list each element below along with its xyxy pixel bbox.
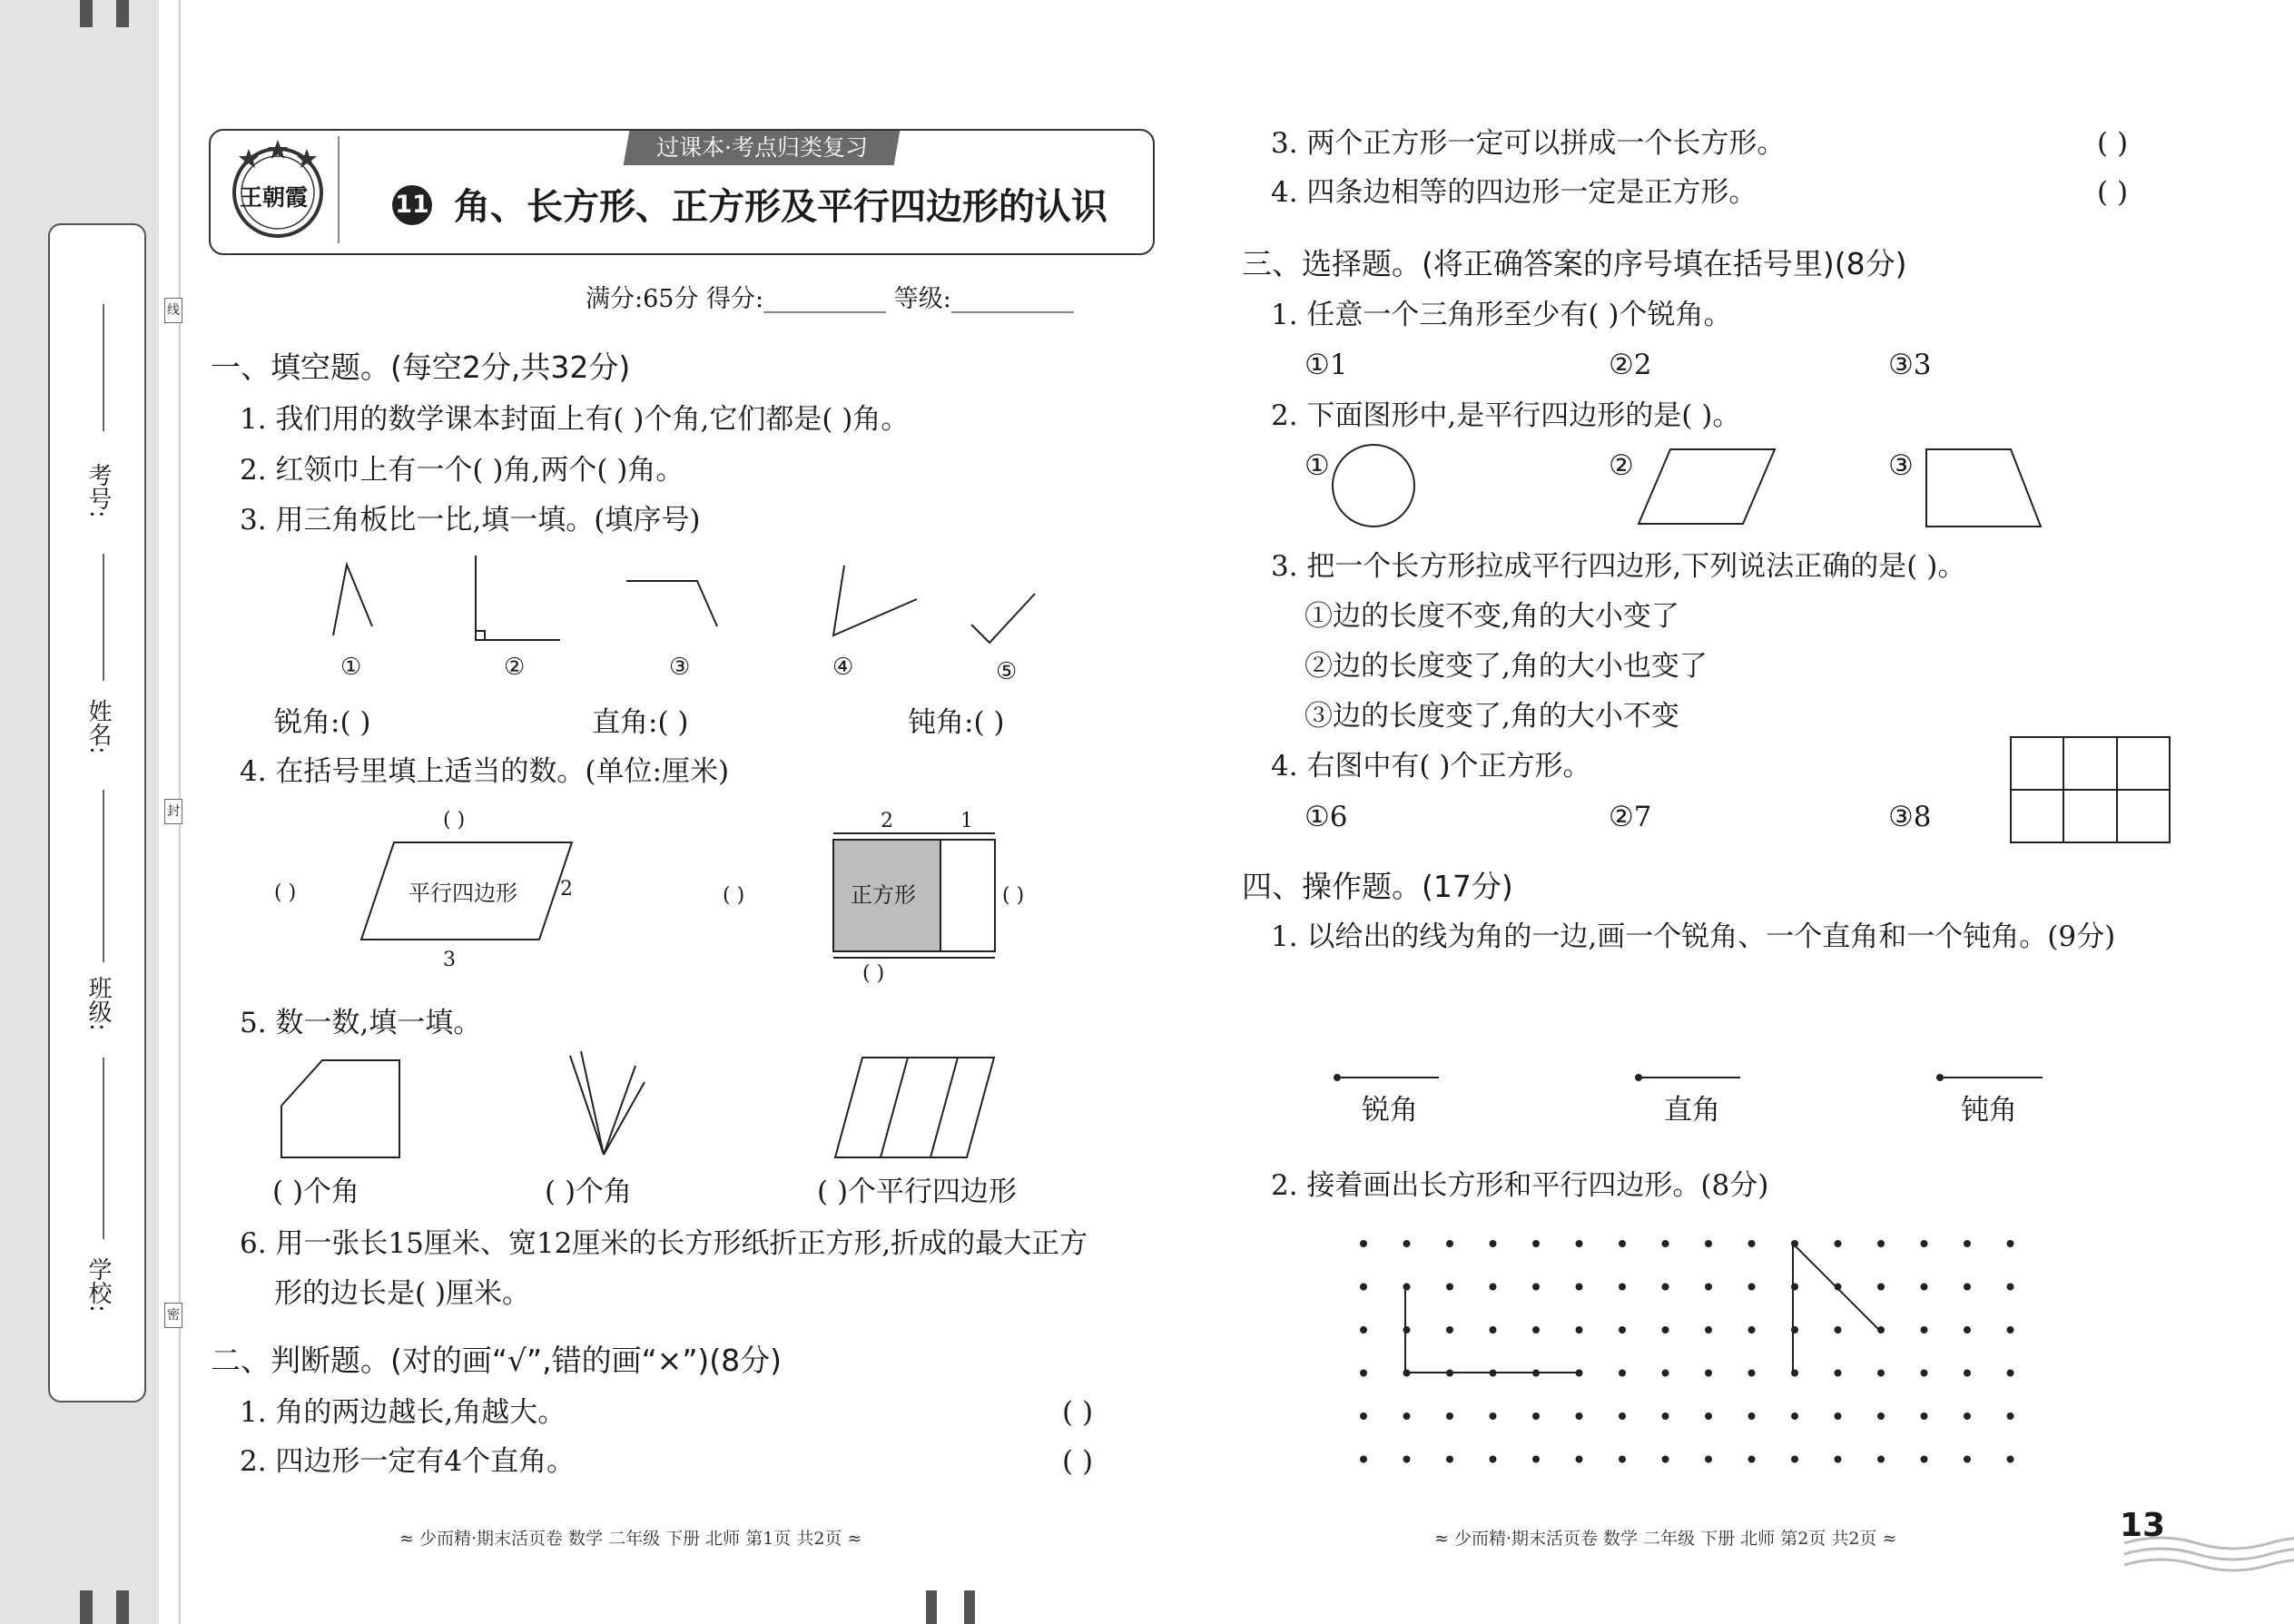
q4-parallelogram-label: 平行四边形 bbox=[409, 881, 517, 906]
choice-q3: 3. 把一个长方形拉成平行四边形,下列说法正确的是( )。 bbox=[1271, 550, 1966, 583]
operation-label-obtuse: 钝角 bbox=[1961, 1094, 2017, 1127]
fill-q4: 4. 在括号里填上适当的数。(单位:厘米) bbox=[240, 755, 730, 788]
choice-q4-opt1: ①6 bbox=[1305, 801, 1348, 833]
choice-q2-opt1: ① bbox=[1305, 449, 1330, 482]
q5-answer-2: ( )个角 bbox=[545, 1176, 633, 1208]
choice-q3-opt3: ③边的长度变了,角的大小不变 bbox=[1305, 700, 1679, 733]
judge-q3-paren: ( ) bbox=[2097, 127, 2129, 160]
score-line: 满分:65分 得分:__________ 等级:__________ bbox=[586, 285, 1074, 313]
fill-q6-line1: 6. 用一张长15厘米、宽12厘米的长方形纸折正方形,折成的最大正方 bbox=[240, 1227, 1088, 1260]
choice-q1-opt1: ①1 bbox=[1305, 349, 1348, 381]
angle-label-2: ② bbox=[504, 654, 526, 681]
obtuse-answer: 钝角:( ) bbox=[908, 706, 1005, 739]
seal-mark-line: 线 bbox=[164, 298, 182, 323]
operation-label-acute: 锐角 bbox=[1362, 1094, 1418, 1127]
choice-q4-opt3: ③8 bbox=[1888, 801, 1932, 833]
q4-bottom-value: 3 bbox=[443, 949, 456, 971]
angle-label-3: ③ bbox=[669, 654, 691, 681]
choice-q4: 4. 右图中有( )个正方形。 bbox=[1271, 750, 1591, 782]
q5-answer-3: ( )个平行四边形 bbox=[817, 1176, 1018, 1208]
judge-q3: 3. 两个正方形一定可以拼成一个长方形。 bbox=[1271, 127, 1786, 160]
q4-sq-left-paren: ( ) bbox=[723, 884, 745, 907]
angle-label-4: ④ bbox=[832, 654, 854, 681]
unit-number-badge: 11 bbox=[392, 185, 432, 225]
name-label: 姓名: bbox=[84, 699, 112, 754]
banner-text: 过课本·考点归类复习 bbox=[655, 134, 868, 161]
fill-q1: 1. 我们用的数学课本封面上有( )个角,它们都是( )角。 bbox=[240, 403, 910, 436]
fill-q3: 3. 用三角板比一比,填一填。(填序号) bbox=[240, 504, 701, 536]
right-answer: 直角:( ) bbox=[592, 706, 689, 739]
fill-q5: 5. 数一数,填一填。 bbox=[240, 1007, 482, 1039]
logo-text: 王朝霞 bbox=[240, 184, 309, 211]
choice-q1-opt3: ③3 bbox=[1888, 349, 1932, 381]
choice-q4-opt2: ②7 bbox=[1609, 801, 1652, 833]
section3-title: 三、选择题。(将正确答案的序号填在括号里)(8分) bbox=[1242, 246, 1907, 281]
judge-q1-paren: ( ) bbox=[1062, 1396, 1094, 1429]
q4-side-value: 2 bbox=[560, 878, 573, 901]
footer-left: ≈ 少而精·期末活页卷 数学 二年级 下册 北师 第1页 共2页 ≈ bbox=[399, 1529, 862, 1549]
section1-title: 一、填空题。(每空2分,共32分) bbox=[211, 349, 631, 385]
acute-answer: 锐角:( ) bbox=[274, 706, 371, 739]
q4-sq-right-paren: ( ) bbox=[1002, 884, 1025, 907]
choice-q2-opt2: ② bbox=[1609, 449, 1634, 482]
q4-top-paren: ( ) bbox=[443, 809, 466, 832]
fill-q2: 2. 红领巾上有一个( )角,两个( )角。 bbox=[240, 454, 684, 487]
q4-sq-bottom-paren: ( ) bbox=[862, 962, 885, 985]
choice-q1: 1. 任意一个三角形至少有( )个锐角。 bbox=[1271, 299, 1732, 331]
seal-mark-seal: 封 bbox=[164, 799, 182, 824]
choice-q1-opt2: ②2 bbox=[1609, 349, 1652, 381]
operation-label-right: 直角 bbox=[1664, 1094, 1720, 1127]
judge-q1: 1. 角的两边越长,角越大。 bbox=[240, 1396, 566, 1429]
choice-q3-opt1: ①边的长度不变,角的大小变了 bbox=[1305, 600, 1679, 633]
choice-q2-opt3: ③ bbox=[1888, 449, 1914, 482]
judge-q4: 4. 四条边相等的四边形一定是正方形。 bbox=[1271, 176, 1757, 209]
operation-q1: 1. 以给出的线为角的一边,画一个锐角、一个直角和一个钝角。(9分) bbox=[1271, 920, 2116, 953]
q4-left-paren: ( ) bbox=[274, 881, 297, 904]
section4-title: 四、操作题。(17分) bbox=[1242, 869, 1513, 904]
judge-q2-paren: ( ) bbox=[1062, 1445, 1094, 1478]
q4-square-label: 正方形 bbox=[851, 882, 916, 908]
angle-label-5: ⑤ bbox=[996, 658, 1018, 685]
class-label: 班级: bbox=[84, 976, 112, 1031]
judge-q4-paren: ( ) bbox=[2097, 176, 2129, 209]
choice-q3-opt2: ②边的长度变了,角的大小也变了 bbox=[1305, 650, 1708, 683]
q5-answer-1: ( )个角 bbox=[272, 1176, 360, 1208]
school-label: 学校: bbox=[84, 1257, 112, 1313]
fill-q6-line2: 形的边长是( )厘米。 bbox=[274, 1277, 531, 1310]
q4-top-2: 2 bbox=[881, 810, 893, 832]
judge-q2: 2. 四边形一定有4个直角。 bbox=[240, 1445, 576, 1478]
operation-q2: 2. 接着画出长方形和平行四边形。(8分) bbox=[1271, 1169, 1769, 1202]
exam-no-label: 考号: bbox=[84, 463, 112, 518]
q4-top-1: 1 bbox=[960, 810, 973, 832]
page-number: 13 bbox=[2120, 1507, 2166, 1544]
footer-right: ≈ 少而精·期末活页卷 数学 二年级 下册 北师 第2页 共2页 ≈ bbox=[1434, 1529, 1897, 1549]
section2-title: 二、判断题。(对的画“√”,错的画“×”)(8分) bbox=[211, 1343, 783, 1378]
seal-mark-secret: 密 bbox=[164, 1303, 182, 1328]
page-title: 角、长方形、正方形及平行四边形的认识 bbox=[454, 186, 1108, 228]
angle-label-1: ① bbox=[340, 654, 362, 681]
choice-q2: 2. 下面图形中,是平行四边形的是( )。 bbox=[1271, 399, 1741, 432]
